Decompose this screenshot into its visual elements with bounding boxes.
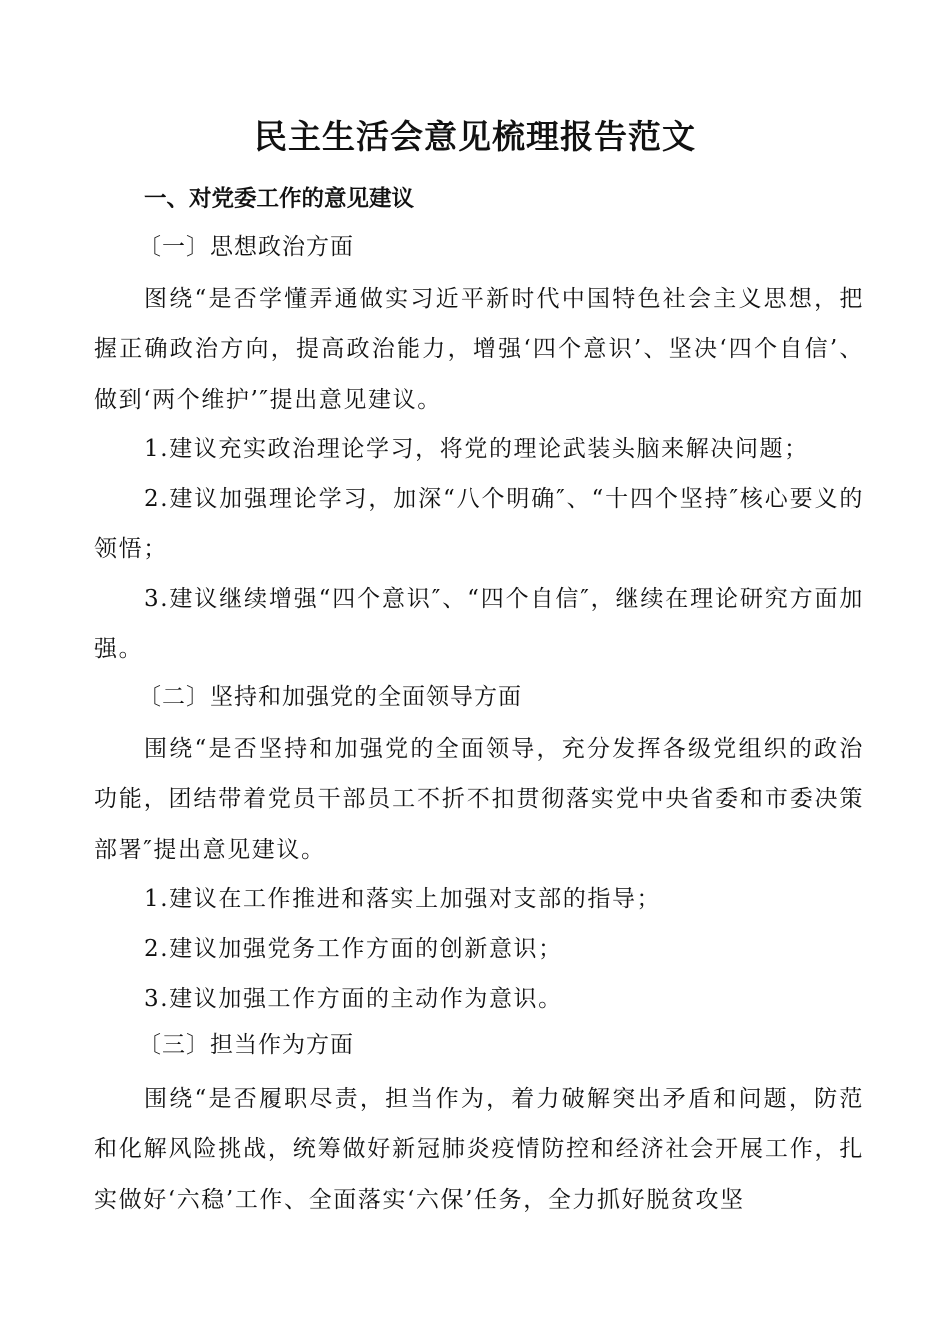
subsection-1-item-3: 3.建议继续增强“四个意识″、“四个自信″，继续在理论研究方面加强。: [94, 586, 864, 663]
subsection-1-item-1: 1.建议充实政治理论学习，将党的理论武装头脑来解决问题；: [144, 436, 809, 462]
subsection-2-intro: 围绕“是否坚持和加强党的全面领导，充分发挥各级党组织的政治功能，团结带着党员干部员工不折不扣贯彻落实党中央省委和市委决策部署″提出意见建议。: [94, 736, 864, 863]
subsection-heading-1: 〔一〕思想政治方面: [138, 234, 354, 260]
document-title: 民主生活会意见梳理报告范文: [254, 117, 696, 156]
subsection-2-item-2: 2.建议加强党务工作方面的创新意识；: [144, 936, 563, 962]
subsection-1-intro: 图绕“是否学懂弄通做实习近平新时代中国特色社会主义思想，把握正确政治方向，提高政治能力，增强‘四个意识’、坚决‘四个自信’、做到‘两个维护’″提出意见建议。: [94, 286, 864, 413]
subsection-2-item-1: 1.建议在工作推进和落实上加强对支部的指导；: [144, 886, 662, 912]
subsection-heading-3: 〔三〕担当作为方面: [138, 1032, 354, 1058]
subsection-heading-2: 〔二〕坚持和加强党的全面领导方面: [138, 684, 522, 710]
subsection-3-intro: 围绕“是否履职尽责，担当作为，着力破解突出矛盾和问题，防范和化解风险挑战，统筹做好新冠肺炎疫情防控和经济社会开展工作，扎实做好‘六稳’工作、全面落实‘六保’任务，全力抓好脱贫攻坚: [94, 1086, 864, 1213]
section-heading-1: 一、对党委工作的意见建议: [144, 186, 415, 212]
subsection-1-item-2: 2.建议加强理论学习，加深“八个明确″、“十四个坚持″核心要义的领悟；: [94, 486, 864, 563]
subsection-2-item-3: 3.建议加强工作方面的主动作为意识。: [144, 986, 563, 1012]
